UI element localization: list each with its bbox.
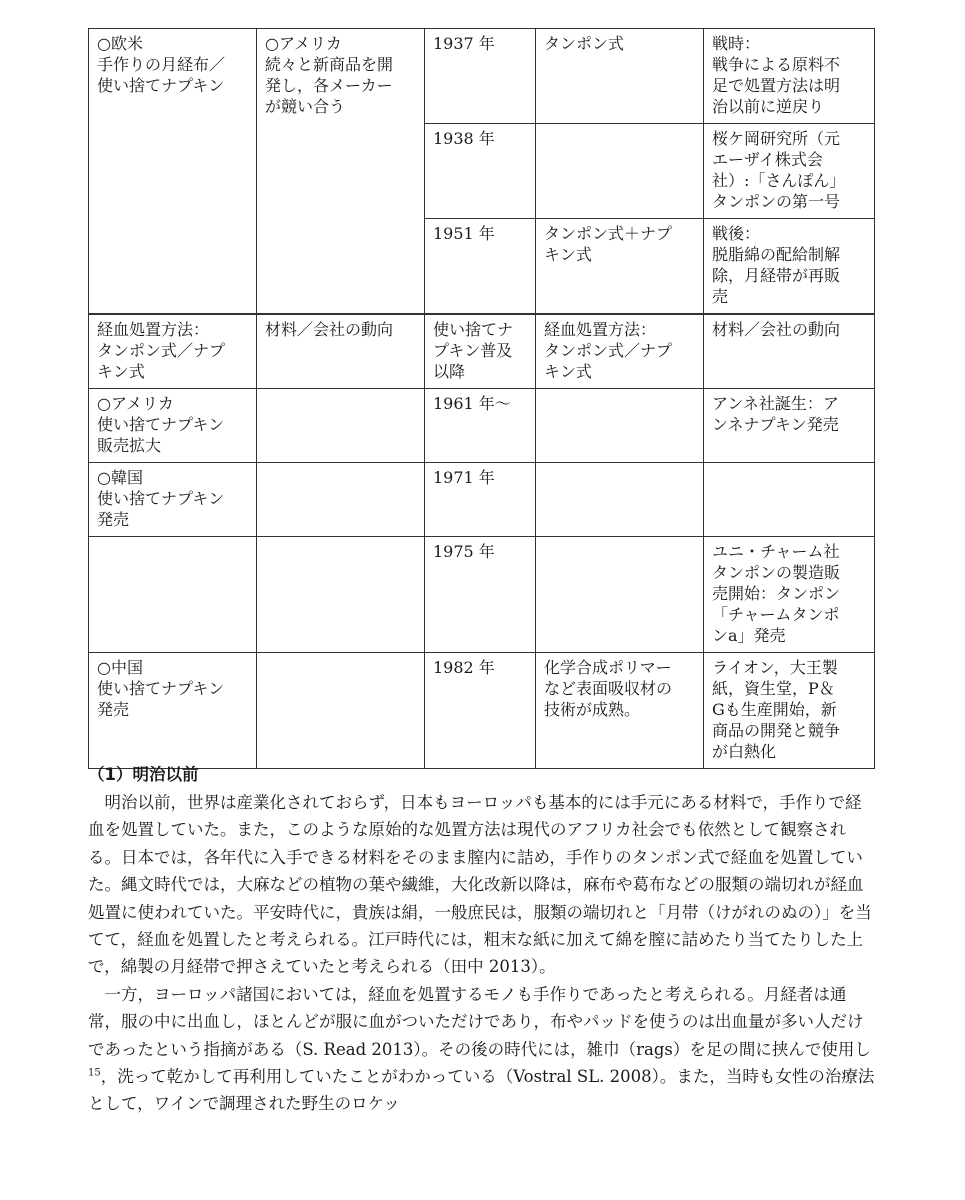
- table-cell: 1975 年: [425, 537, 536, 653]
- table-cell: 化学合成ポリマー など表面吸収材の 技術が成熟。: [536, 653, 704, 769]
- table-cell: アンネ社誕生：ア ンネナプキン発売: [704, 389, 875, 463]
- table-cell: [89, 537, 257, 653]
- body-text: [88, 789, 878, 1118]
- table-row: [89, 653, 875, 769]
- table-cell: [257, 389, 425, 463]
- table-cell: ○韓国 使い捨てナプキン 発売: [89, 463, 257, 537]
- table-cell: [536, 463, 704, 537]
- table-cell: 経血処置方法： タンポン式／ナプ キン式: [536, 314, 704, 389]
- section-heading: （1）明治以前: [88, 765, 199, 784]
- table-cell: タンポン式: [536, 29, 704, 124]
- paragraph-1: 明治以前，世界は産業化されておらず，日本もヨーロッパも基本的には手元にある材料で，手作りで経血を処置していた。また，このような原始的な処置方法は現代のアフリカ社会でも依然として観察される。日本では，各年代に入手できる材料をそのまま膣内に詰め，手作りのタンポン式で経血を処置していた。縄文時代では，大麻などの植物の葉や繊維，大化改新以降は，麻布や葛布などの服類の端切れが経血処置に使われていた。平安時代に，貴族は絹，一般庶民は，服類の端切れと「月帯（けがれのぬの）」を当てて，経血を処置したと考えられる。江戸時代には，粗末な紙に加えて綿を膣に詰めたり当てたりした上で，綿製の月経帯で押さえていたと考えられる（田中 2013）。: [88, 793, 872, 977]
- table-cell: 材料／会社の動向: [257, 314, 425, 389]
- table-cell: ライオン，大王製 紙，資生堂，P＆ Gも生産開始，新 商品の開発と競争 が白熱化: [704, 653, 875, 769]
- paragraph-2-part-a: 一方，ヨーロッパ諸国においては，経血を処置するモノも手作りであったと考えられる。月経者は通常，服の中に出血し，ほとんどが服に血がついただけであり，布やパッドを使うのは出血量が多い人だけであったという指摘がある（S. Read 2013）。その後の時代には，雑巾（rags）を足の間に挟んで使用し: [88, 984, 871, 1059]
- table-row: [89, 389, 875, 463]
- table-cell: [257, 653, 425, 769]
- table-cell: 1938 年: [425, 124, 536, 219]
- table-cell: [257, 463, 425, 537]
- table-cell: [536, 537, 704, 653]
- table-cell: [536, 389, 704, 463]
- table-cell: 使い捨てナ プキン普及 以降: [425, 314, 536, 389]
- table-cell: ○欧米 手作りの月経布／ 使い捨てナプキン: [89, 29, 257, 315]
- paragraph-2: [88, 981, 878, 1118]
- table-row: [89, 314, 875, 389]
- table-row: [89, 29, 875, 124]
- table-cell: 経血処置方法： タンポン式／ナプ キン式: [89, 314, 257, 389]
- table-cell: [704, 463, 875, 537]
- table-cell: 戦後： 脱脂綿の配給制解 除，月経帯が再販 売: [704, 219, 875, 315]
- history-table-body: [89, 29, 875, 769]
- table-row: [89, 463, 875, 537]
- footnote-marker: 15: [88, 1067, 101, 1079]
- table-cell: 1971 年: [425, 463, 536, 537]
- table-cell: 材料／会社の動向: [704, 314, 875, 389]
- table-cell: ○アメリカ 続々と新商品を開 発し，各メーカー が競い合う: [257, 29, 425, 315]
- table-row: [89, 537, 875, 653]
- table-cell: 戦時： 戦争による原料不 足で処置方法は明 治以前に逆戻り: [704, 29, 875, 124]
- table-cell: 1937 年: [425, 29, 536, 124]
- table-cell: 1982 年: [425, 653, 536, 769]
- table-cell: ○アメリカ 使い捨てナプキン 販売拡大: [89, 389, 257, 463]
- table-cell: [536, 124, 704, 219]
- table-cell: タンポン式＋ナプ キン式: [536, 219, 704, 315]
- history-table: [88, 28, 875, 769]
- table-cell: 1951 年: [425, 219, 536, 315]
- table-cell: ユニ・チャーム社 タンポンの製造販 売開始：タンポン 「チャームタンポ ンa」発売: [704, 537, 875, 653]
- table-cell: 桜ケ岡研究所（元 エーザイ株式会 社）:「さんぽん」 タンポンの第一号: [704, 124, 875, 219]
- table-cell: [257, 537, 425, 653]
- paragraph-2-part-b: ，洗って乾かして再利用していたことがわかっている（Vostral SL. 2008）。また，当時も女性の治療法として，ワインで調理された野生のロケッ: [88, 1067, 875, 1114]
- table-cell: 1961 年〜: [425, 389, 536, 463]
- table-cell: ○中国 使い捨てナプキン 発売: [89, 653, 257, 769]
